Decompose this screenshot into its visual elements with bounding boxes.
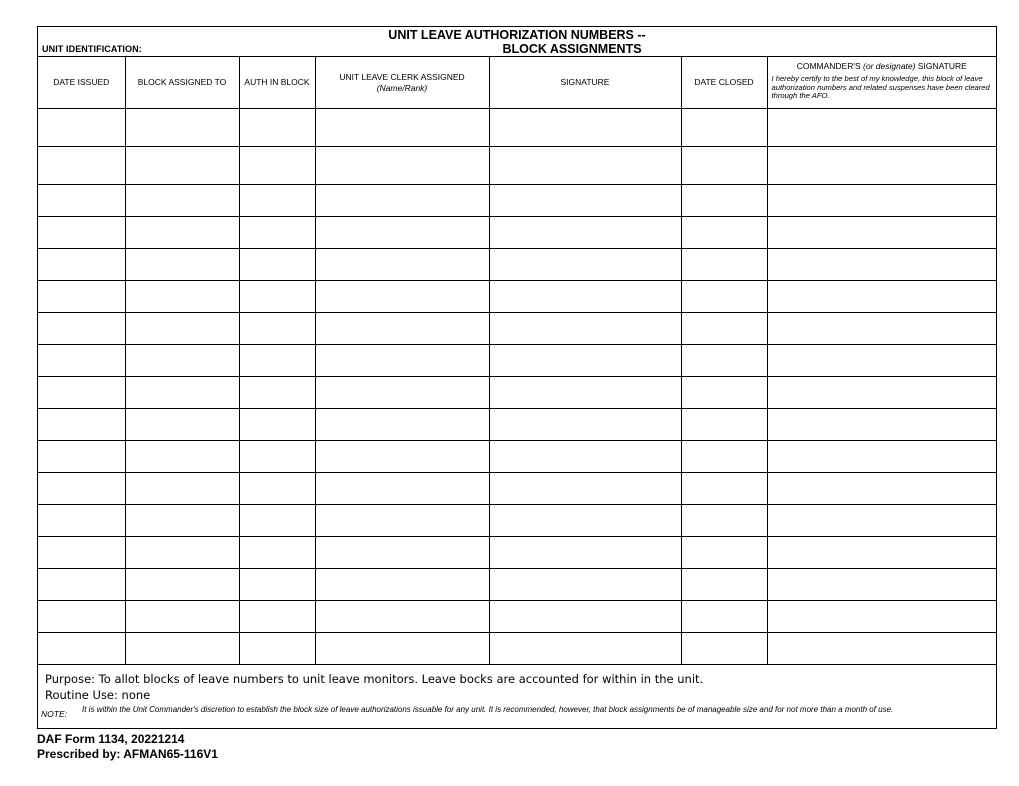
clerk-assigned-cell[interactable]: [315, 536, 489, 568]
table-row: [38, 312, 996, 344]
clerk-assigned-cell[interactable]: [315, 600, 489, 632]
table-row: [38, 600, 996, 632]
auth-in-block-cell[interactable]: [239, 280, 315, 312]
auth-in-block-cell[interactable]: [239, 216, 315, 248]
commander-signature-cell[interactable]: [767, 376, 996, 408]
block-assigned-cell[interactable]: [125, 280, 239, 312]
date-closed-cell[interactable]: [681, 146, 767, 184]
table-row: [38, 248, 996, 280]
date-issued-cell[interactable]: [38, 408, 125, 440]
clerk-assigned-cell[interactable]: [315, 248, 489, 280]
auth-in-block-header-label: AUTH IN BLOCK: [244, 77, 310, 88]
block-assigned-header: [125, 57, 239, 108]
commander-signature-cell[interactable]: [767, 184, 996, 216]
signature-cell[interactable]: [489, 312, 681, 344]
signature-cell[interactable]: [489, 248, 681, 280]
date-closed-cell[interactable]: [681, 280, 767, 312]
auth-in-block-cell[interactable]: [239, 600, 315, 632]
date-issued-cell[interactable]: [38, 216, 125, 248]
block-assigned-cell[interactable]: [125, 440, 239, 472]
auth-in-block-cell[interactable]: [239, 568, 315, 600]
form-header: [38, 27, 996, 57]
signature-cell[interactable]: [489, 344, 681, 376]
auth-in-block-cell[interactable]: [239, 440, 315, 472]
table-row: [38, 216, 996, 248]
form-title: [38, 28, 996, 56]
auth-in-block-cell[interactable]: [239, 408, 315, 440]
clerk-assigned-cell[interactable]: [315, 280, 489, 312]
clerk-assigned-cell[interactable]: [315, 344, 489, 376]
date-closed-cell[interactable]: [681, 344, 767, 376]
commander-signature-title: [772, 61, 993, 71]
form-identification: [37, 732, 218, 762]
block-assigned-cell[interactable]: [125, 632, 239, 664]
date-issued-cell[interactable]: [38, 440, 125, 472]
auth-in-block-cell[interactable]: [239, 536, 315, 568]
clerk-assigned-cell[interactable]: [315, 568, 489, 600]
clerk-assigned-cell[interactable]: [315, 376, 489, 408]
date-closed-cell[interactable]: [681, 440, 767, 472]
auth-in-block-cell[interactable]: [239, 632, 315, 664]
commander-signature-cell[interactable]: [767, 600, 996, 632]
prescribed-by: Prescribed by: AFMAN65-116V1: [37, 747, 218, 761]
date-closed-cell[interactable]: [681, 248, 767, 280]
date-closed-cell[interactable]: [681, 632, 767, 664]
block-assigned-cell[interactable]: [125, 146, 239, 184]
block-assigned-cell[interactable]: [125, 376, 239, 408]
signature-cell[interactable]: [489, 536, 681, 568]
leave-block-form: [37, 26, 997, 729]
commander-signature-cell[interactable]: [767, 344, 996, 376]
purpose-text: Purpose: To allot blocks of leave numbers to unit leave monitors. Leave bocks are accounted for within in the unit.: [45, 672, 704, 686]
clerk-assigned-subheader: (Name/Rank): [376, 82, 428, 93]
signature-header: [489, 57, 681, 108]
routine-use-text: Routine Use: none: [45, 688, 151, 702]
date-closed-header-label: DATE CLOSED: [694, 77, 754, 88]
form-number: DAF Form 1134, 20221214: [37, 732, 185, 746]
auth-in-block-cell[interactable]: [239, 472, 315, 504]
block-assigned-cell[interactable]: [125, 248, 239, 280]
table-row: [38, 440, 996, 472]
date-closed-cell[interactable]: [681, 376, 767, 408]
date-issued-cell[interactable]: [38, 504, 125, 536]
auth-in-block-cell[interactable]: [239, 376, 315, 408]
note-text: It is within the Unit Commander's discretion to establish the block size of leave authorizations issuable for any unit. It is recommended, however, that block assignments be of manageable size and for not more than a month of use.: [82, 705, 894, 714]
entry-rows: [38, 108, 996, 664]
clerk-assigned-cell[interactable]: [315, 408, 489, 440]
block-assigned-cell[interactable]: [125, 344, 239, 376]
date-issued-cell[interactable]: [38, 184, 125, 216]
commander-signature-cell[interactable]: [767, 108, 996, 146]
commander-signature-cell[interactable]: [767, 312, 996, 344]
date-issued-cell[interactable]: [38, 108, 125, 146]
date-issued-cell[interactable]: [38, 376, 125, 408]
block-assigned-cell[interactable]: [125, 472, 239, 504]
commander-signature-cell[interactable]: [767, 408, 996, 440]
table-row: [38, 146, 996, 184]
date-issued-header: [38, 57, 125, 108]
signature-cell[interactable]: [489, 184, 681, 216]
block-assigned-cell[interactable]: [125, 600, 239, 632]
block-assigned-cell[interactable]: [125, 184, 239, 216]
clerk-assigned-cell[interactable]: [315, 146, 489, 184]
clerk-assigned-header-label: UNIT LEAVE CLERK ASSIGNED: [339, 71, 465, 82]
clerk-assigned-cell[interactable]: [315, 108, 489, 146]
date-closed-cell[interactable]: [681, 600, 767, 632]
date-issued-cell[interactable]: [38, 312, 125, 344]
clerk-assigned-cell[interactable]: [315, 184, 489, 216]
form-footer: [38, 667, 996, 729]
block-assigned-cell[interactable]: [125, 108, 239, 146]
date-closed-cell[interactable]: [681, 536, 767, 568]
clerk-assigned-cell[interactable]: [315, 440, 489, 472]
commander-signature-cell[interactable]: [767, 248, 996, 280]
auth-in-block-cell[interactable]: [239, 344, 315, 376]
table-row: [38, 536, 996, 568]
signature-cell[interactable]: [489, 216, 681, 248]
table-row: [38, 108, 996, 146]
form-title-line-2: BLOCK ASSIGNMENTS: [502, 42, 642, 56]
commander-title-prefix: COMMANDER'S: [796, 61, 864, 71]
table-row: [38, 568, 996, 600]
signature-cell[interactable]: [489, 632, 681, 664]
clerk-assigned-header: [315, 57, 489, 108]
date-issued-cell[interactable]: [38, 536, 125, 568]
auth-in-block-cell[interactable]: [239, 146, 315, 184]
commander-signature-cell[interactable]: [767, 632, 996, 664]
signature-cell[interactable]: [489, 472, 681, 504]
commander-signature-cell[interactable]: [767, 504, 996, 536]
clerk-assigned-cell[interactable]: [315, 632, 489, 664]
commander-signature-cell[interactable]: [767, 280, 996, 312]
commander-signature-cell[interactable]: [767, 440, 996, 472]
commander-signature-cell[interactable]: [767, 472, 996, 504]
clerk-assigned-cell[interactable]: [315, 312, 489, 344]
clerk-assigned-cell[interactable]: [315, 216, 489, 248]
date-issued-cell[interactable]: [38, 344, 125, 376]
date-issued-header-label: DATE ISSUED: [53, 77, 110, 88]
signature-cell[interactable]: [489, 280, 681, 312]
date-closed-cell[interactable]: [681, 408, 767, 440]
date-closed-cell[interactable]: [681, 504, 767, 536]
column-header-row: [38, 57, 996, 108]
clerk-assigned-cell[interactable]: [315, 472, 489, 504]
table-row: [38, 408, 996, 440]
block-assigned-cell[interactable]: [125, 504, 239, 536]
date-closed-cell[interactable]: [681, 312, 767, 344]
auth-in-block-header: [239, 57, 315, 108]
block-assigned-header-label: BLOCK ASSIGNED TO: [137, 77, 227, 88]
block-assigned-cell[interactable]: [125, 536, 239, 568]
commander-title-designate: (or designate): [863, 61, 916, 71]
table-row: [38, 184, 996, 216]
date-closed-cell[interactable]: [681, 108, 767, 146]
signature-cell[interactable]: [489, 408, 681, 440]
commander-signature-cell[interactable]: [767, 536, 996, 568]
auth-in-block-cell[interactable]: [239, 184, 315, 216]
commander-certification-text: I hereby certify to the best of my knowledge, this block of leave authorization numbers and related suspenses have been cleared through the AFO.: [771, 74, 990, 101]
signature-cell[interactable]: [489, 568, 681, 600]
signature-cell[interactable]: [489, 146, 681, 184]
table-row: [38, 280, 996, 312]
date-issued-cell[interactable]: [38, 632, 125, 664]
auth-in-block-cell[interactable]: [239, 108, 315, 146]
signature-cell[interactable]: [489, 376, 681, 408]
commander-signature-cell[interactable]: [767, 568, 996, 600]
block-assigned-cell[interactable]: [125, 216, 239, 248]
block-assigned-cell[interactable]: [125, 408, 239, 440]
auth-in-block-cell[interactable]: [239, 248, 315, 280]
date-closed-cell[interactable]: [681, 568, 767, 600]
date-closed-header: [681, 57, 767, 108]
table-row: [38, 504, 996, 536]
unit-identification-label: UNIT IDENTIFICATION:: [42, 44, 142, 54]
block-assigned-cell[interactable]: [125, 568, 239, 600]
block-assignments-table: [38, 57, 996, 665]
table-row: [38, 376, 996, 408]
table-row: [38, 344, 996, 376]
signature-cell[interactable]: [489, 504, 681, 536]
date-closed-cell[interactable]: [681, 472, 767, 504]
commander-title-suffix: SIGNATURE: [915, 61, 967, 71]
date-closed-cell[interactable]: [681, 216, 767, 248]
date-issued-cell[interactable]: [38, 600, 125, 632]
commander-signature-header: [767, 57, 996, 108]
date-closed-cell[interactable]: [681, 184, 767, 216]
auth-in-block-cell[interactable]: [239, 312, 315, 344]
form-title-line-1: UNIT LEAVE AUTHORIZATION NUMBERS --: [388, 28, 646, 42]
auth-in-block-cell[interactable]: [239, 504, 315, 536]
signature-header-label: SIGNATURE: [560, 77, 610, 88]
note-label: NOTE:: [41, 709, 67, 719]
signature-cell[interactable]: [489, 108, 681, 146]
purpose-block: [45, 671, 703, 703]
date-issued-cell[interactable]: [38, 146, 125, 184]
clerk-assigned-cell[interactable]: [315, 504, 489, 536]
date-issued-cell[interactable]: [38, 472, 125, 504]
signature-cell[interactable]: [489, 600, 681, 632]
signature-cell[interactable]: [489, 440, 681, 472]
table-row: [38, 632, 996, 664]
date-issued-cell[interactable]: [38, 568, 125, 600]
commander-signature-cell[interactable]: [767, 146, 996, 184]
date-issued-cell[interactable]: [38, 280, 125, 312]
block-assigned-cell[interactable]: [125, 312, 239, 344]
commander-signature-cell[interactable]: [767, 216, 996, 248]
table-row: [38, 472, 996, 504]
date-issued-cell[interactable]: [38, 248, 125, 280]
